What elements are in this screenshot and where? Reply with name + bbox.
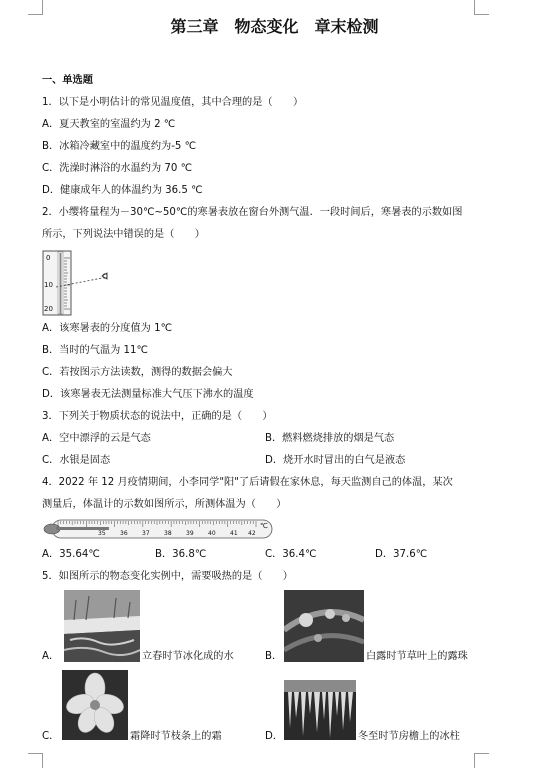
thermometer-figure (42, 250, 132, 316)
scale-label-35: 35 (98, 530, 106, 537)
q5-option-c-letter: C． (42, 731, 60, 742)
q4-option-c: C．36.4℃ (265, 549, 317, 560)
q4-stem-line1: 4．2022 年 12 月疫情期间，小李同学"阳"了后请假在家休息，每天监测自己的体温，某次 (42, 477, 453, 488)
q2-option-a: A．该寒暑表的分度值为 1℃ (42, 323, 173, 334)
page-title: 第三章 物态变化 章末检测 (170, 17, 379, 36)
q4-stem-line2: 测量后，体温计的示数如图所示，所测体温为（ ） (42, 499, 287, 510)
q5-option-b-letter: B． (265, 651, 283, 662)
thermo-tick-0: 0 (46, 254, 51, 262)
q5-option-a-caption: 立春时节冰化成的水 (142, 651, 234, 662)
crop-mark-bottom-right (474, 753, 489, 768)
q4-option-a: A．35.64℃ (42, 549, 100, 560)
q3-option-a: A．空中漂浮的云是气态 (42, 433, 151, 444)
q1-option-a: A．夏天教室的室温约为 2 ℃ (42, 119, 176, 130)
crop-mark-top-left (28, 0, 43, 15)
q4-option-b: B．36.8℃ (155, 549, 207, 560)
q5-option-d-caption: 冬至时节房檐上的冰柱 (358, 731, 460, 742)
photo-melting-ice (64, 590, 140, 662)
scale-label-40: 40 (208, 530, 216, 537)
scale-label-41: 41 (230, 530, 238, 537)
q3-option-d: D．烧开水时冒出的白气是液态 (265, 455, 406, 466)
scale-label-42: 42 (248, 530, 256, 537)
photo-icicles (284, 680, 356, 740)
q2-option-d: D．该寒暑表无法测量标准大气压下沸水的温度 (42, 389, 254, 400)
q5-option-a-letter: A． (42, 651, 60, 662)
section-heading: 一、单选题 (42, 75, 93, 86)
q2-option-b: B．当时的气温为 11℃ (42, 345, 148, 356)
q3-option-c: C．水银是固态 (42, 455, 111, 466)
q1-option-c: C．洗澡时淋浴的水温约为 70 ℃ (42, 163, 193, 174)
photo-dew-on-grass (284, 590, 364, 662)
q5-option-d-letter: D． (265, 731, 284, 742)
q3-stem: 3．下列关于物质状态的说法中，正确的是（ ） (42, 411, 273, 422)
q3-option-b: B．燃料燃烧排放的烟是气态 (265, 433, 395, 444)
q5-option-c-caption: 霜降时节枝条上的霜 (130, 731, 222, 742)
scale-label-39: 39 (186, 530, 194, 537)
q5-stem: 5．如图所示的物态变化实例中，需要吸热的是（ ） (42, 571, 293, 582)
q1-stem: 1．以下是小明估计的常见温度值，其中合理的是（ ） (42, 97, 304, 108)
q1-option-d: D．健康成年人的体温约为 36.5 ℃ (42, 185, 203, 196)
scale-label-36: 36 (120, 530, 128, 537)
photo-frost-on-branch (62, 670, 128, 740)
clinical-thermometer-figure (42, 517, 274, 541)
crop-mark-top-right (474, 0, 489, 15)
q2-stem-line1: 2．小缨将量程为－30℃~50℃的寒暑表放在窗台外测气温．一段时间后，寒暑表的示数如图 (42, 207, 463, 218)
thermo-tick-20: 20 (44, 305, 53, 313)
q5-option-b-caption: 白露时节草叶上的露珠 (366, 651, 468, 662)
q2-option-c: C．若按图示方法读数，测得的数据会偏大 (42, 367, 233, 378)
q4-option-d: D．37.6℃ (375, 549, 428, 560)
thermo-tick-10: 10 (44, 281, 53, 289)
scale-unit: ℃ (260, 522, 268, 530)
q1-option-b: B．冰箱冷藏室中的温度约为-5 ℃ (42, 141, 197, 152)
q2-stem-line2: 所示，下列说法中错误的是（ ） (42, 229, 205, 240)
scale-label-38: 38 (164, 530, 172, 537)
scale-label-37: 37 (142, 530, 150, 537)
crop-mark-bottom-left (28, 753, 43, 768)
